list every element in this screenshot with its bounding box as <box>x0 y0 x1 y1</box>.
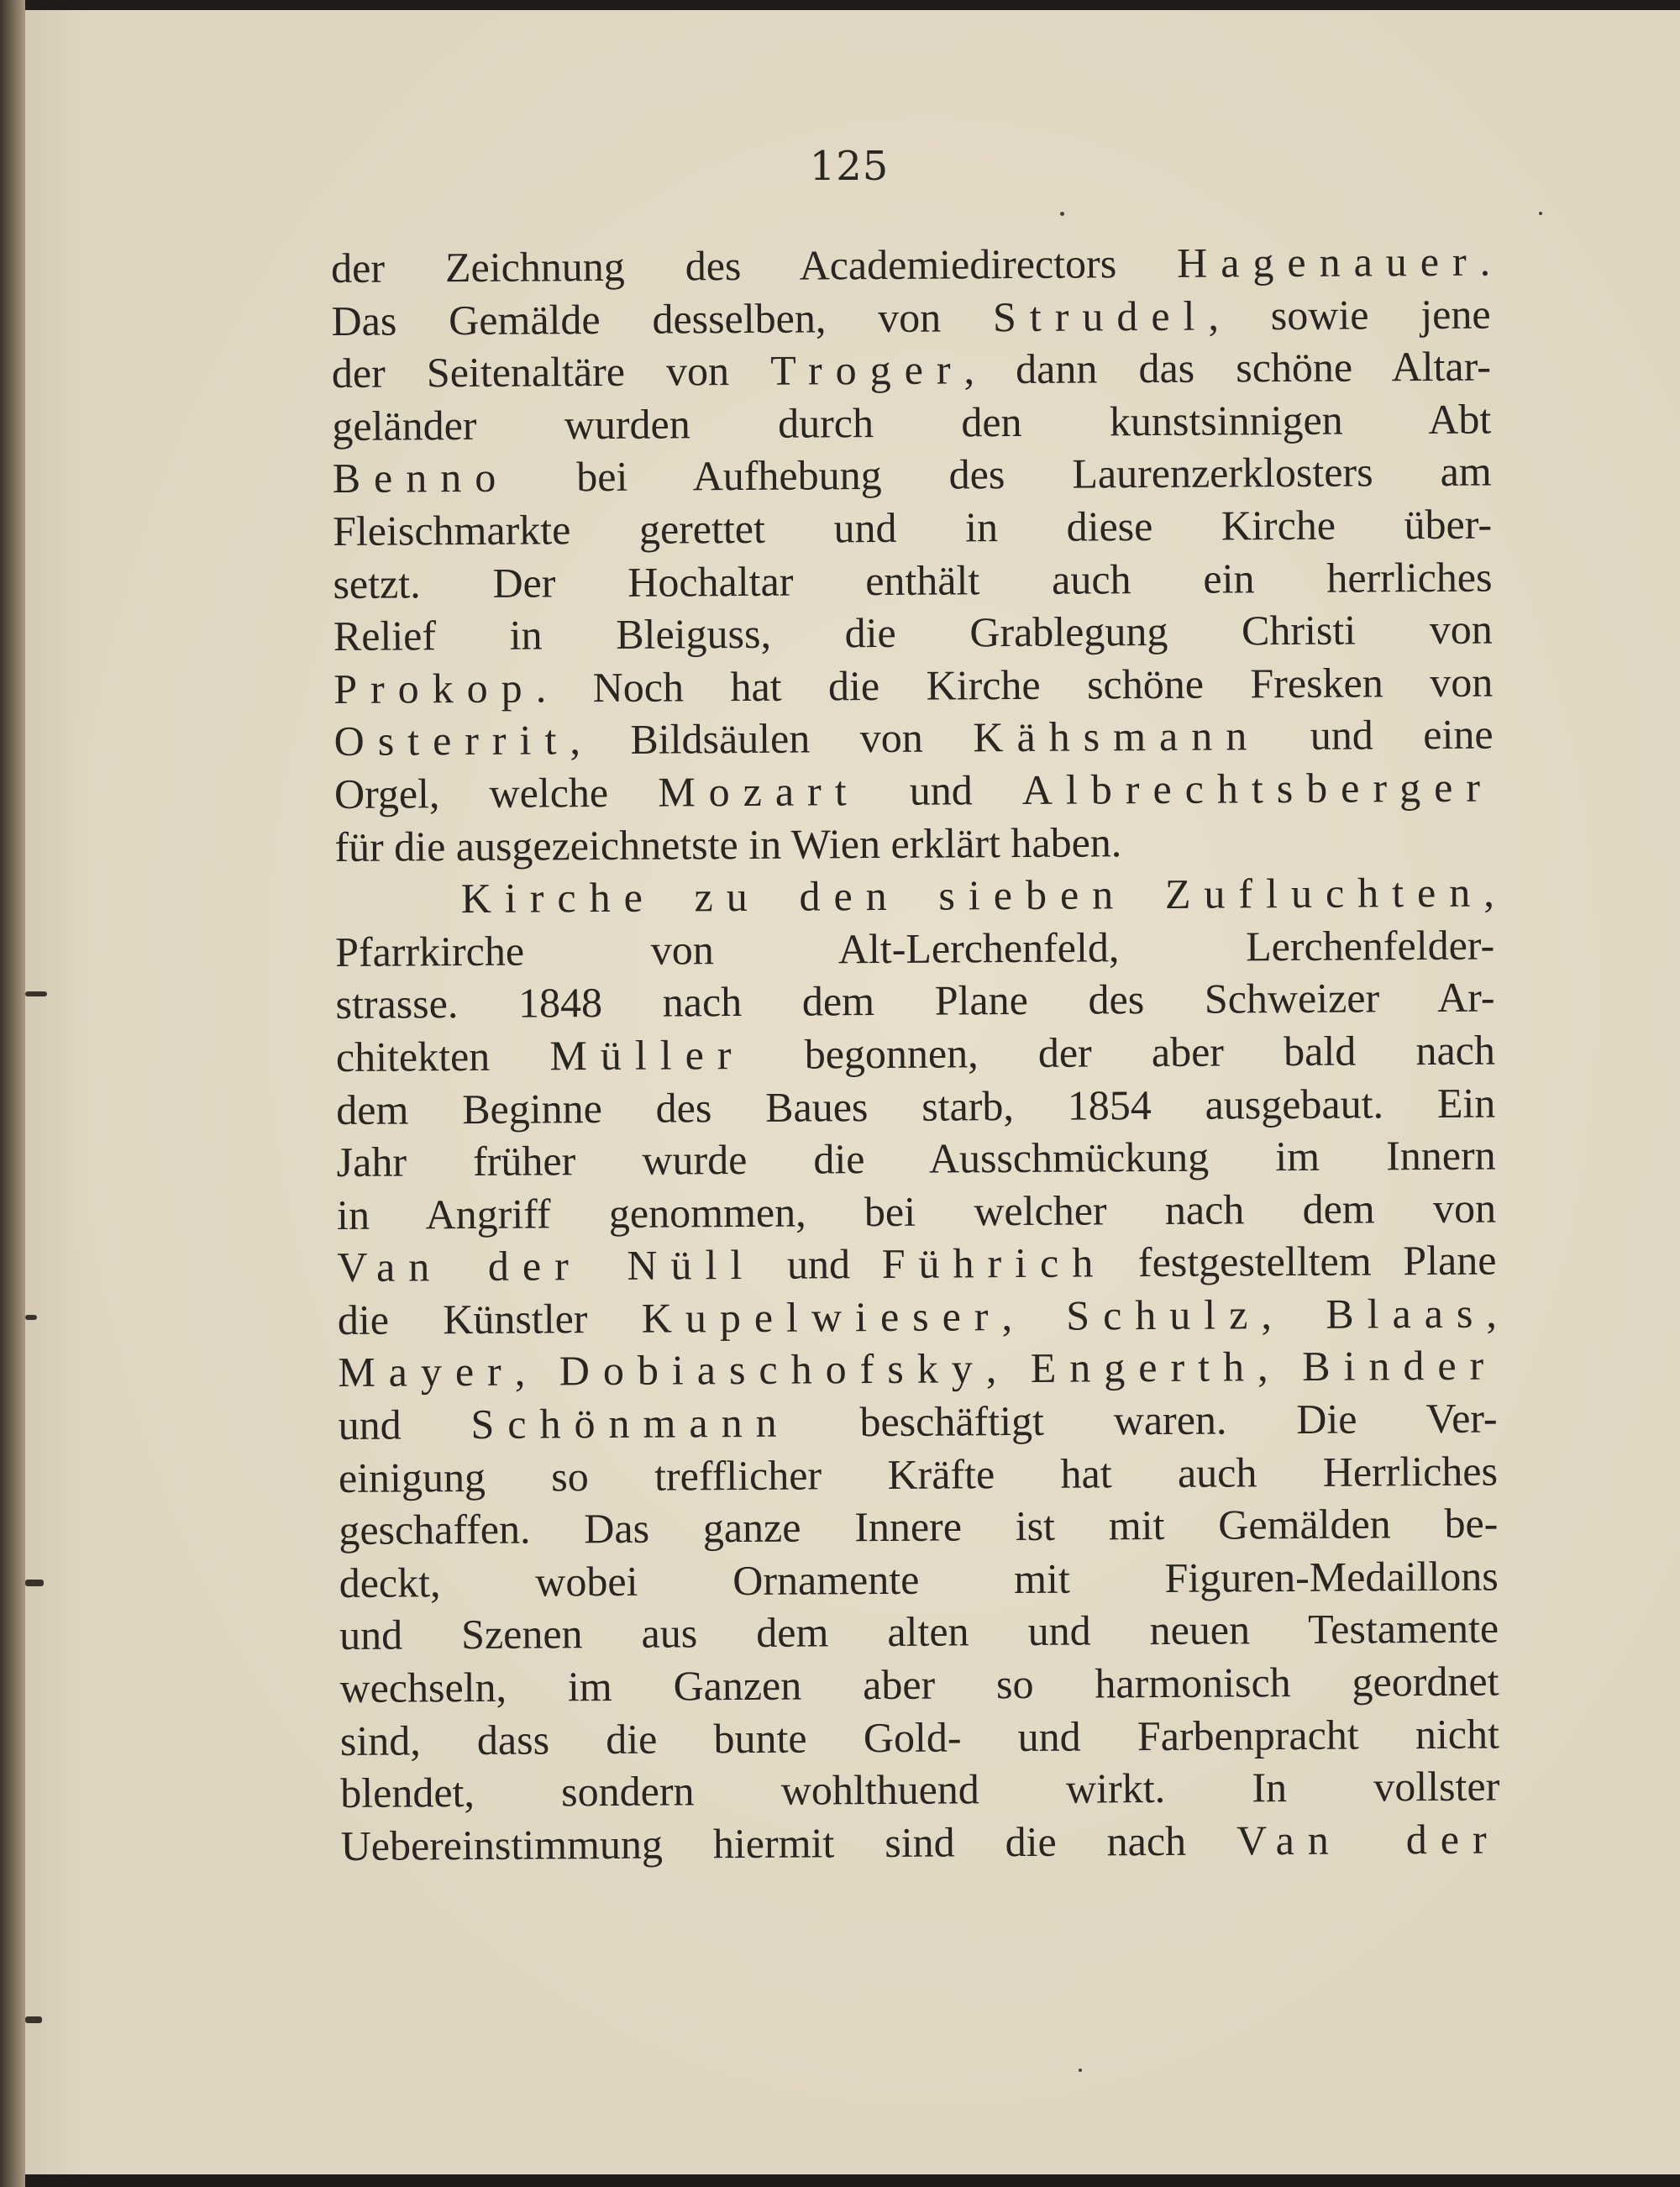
text-line <box>333 603 1493 663</box>
text-line <box>335 866 1494 926</box>
text-run: Jahr früher wurde die Ausschmückung im Innern <box>336 1131 1496 1186</box>
spaced-name: Hagenauer <box>1176 237 1480 287</box>
spaced-name: Binder <box>1301 1342 1498 1391</box>
text-run: Fleischmarkte gerettet und in diese Kirche über- <box>332 500 1493 555</box>
text-run: , dann das schöne Altar- <box>963 342 1492 393</box>
text-line <box>333 445 1492 505</box>
text-run: deckt, wobei Ornamente mit Figuren-Medaillons <box>339 1552 1499 1606</box>
text-run: beschäftigt waren. Die Ver- <box>790 1394 1498 1446</box>
spaced-name: Müller <box>549 1030 745 1080</box>
spaced-name: Dobiaschofsky <box>559 1344 986 1395</box>
text-line <box>339 1602 1499 1662</box>
text-run: Uebereinstimmung hiermit sind die nach <box>340 1816 1237 1869</box>
text-line <box>338 1339 1497 1399</box>
text-line <box>333 708 1493 768</box>
text-line <box>331 287 1490 347</box>
spaced-name: Kupelwieser <box>641 1292 1002 1342</box>
text-run: und <box>755 1240 882 1289</box>
text-line <box>340 1760 1499 1820</box>
text-line <box>339 1655 1499 1715</box>
text-run: Das Gemälde desselben, von <box>331 292 994 344</box>
text-line <box>338 1286 1497 1346</box>
text-run: Orgel, welche <box>333 768 659 817</box>
text-run: , <box>985 1344 1031 1392</box>
spaced-name: Van der <box>1236 1815 1500 1864</box>
spaced-name: Blaas <box>1326 1289 1487 1338</box>
text-line <box>334 813 1494 873</box>
spaced-name: Van der Nüll <box>337 1241 756 1291</box>
text-run: für die ausgezeichnetste in Wien erklärt haben. <box>334 817 1122 870</box>
spaced-name: Schulz <box>1066 1291 1262 1339</box>
text-line <box>333 655 1493 715</box>
text-run: einigung so trefflicher Kräfte hat auch Herrliches <box>338 1447 1499 1501</box>
binding-thread <box>25 991 47 996</box>
spaced-name: Osterrit <box>333 716 570 765</box>
book-gutter <box>0 0 25 2187</box>
text-line <box>332 340 1491 400</box>
text-run: und eine <box>1260 710 1494 760</box>
spaced-name: Führich <box>881 1238 1107 1288</box>
text-line <box>333 498 1492 558</box>
text-run: blendet, sondern wohlthuend wirkt. In vollster <box>340 1762 1500 1817</box>
text-run: , <box>1483 868 1494 916</box>
text-run: der Zeichnung des Academiedirectors <box>331 239 1178 292</box>
text-line <box>333 550 1492 610</box>
text-line <box>340 1707 1499 1767</box>
ink-speck <box>1060 212 1064 216</box>
ink-speck <box>1539 212 1542 215</box>
text-run: strasse. 1848 nach dem Plane des Schweizer Ar- <box>335 973 1495 1028</box>
spaced-name: Prokop <box>333 664 536 712</box>
text-run: , <box>1261 1290 1326 1338</box>
text-run: . Noch hat die Kirche schöne Fresken von <box>535 658 1494 712</box>
text-line <box>336 1076 1495 1136</box>
text-line <box>332 392 1491 452</box>
text-line <box>331 235 1490 295</box>
spaced-name: Strudel <box>992 292 1209 340</box>
text-line <box>339 1497 1498 1557</box>
text-run: Pfarrkirche von Alt-Lerchenfeld, Lerchenfelder- <box>334 921 1495 975</box>
text-line <box>337 1234 1496 1294</box>
ink-speck <box>1079 2069 1082 2072</box>
text-run: . <box>1479 237 1491 285</box>
text-line <box>334 760 1494 820</box>
text-run: und <box>859 765 1022 815</box>
text-line <box>337 1181 1496 1241</box>
binding-thread <box>25 1315 37 1320</box>
text-run: , <box>1486 1289 1497 1337</box>
spaced-name: Kähsmann <box>973 712 1261 761</box>
text-run: , Bildsäulen von <box>570 713 974 764</box>
text-run: festgestelltem Plane <box>1106 1236 1497 1286</box>
text-line <box>335 918 1494 978</box>
text-run: Relief in Bleiguss, die Grablegung Christi von <box>333 605 1494 660</box>
text-run: geschaffen. Das ganze Innere ist mit Gemälden be- <box>339 1499 1499 1554</box>
body-text <box>331 235 1500 1873</box>
text-line <box>336 1023 1495 1083</box>
text-line <box>339 1549 1499 1609</box>
text-run: bei Aufhebung des Laurenzerklosters am <box>509 447 1492 502</box>
text-line <box>338 1392 1497 1452</box>
spaced-name: Engerth <box>1030 1343 1258 1392</box>
text-run: in Angriff genommen, bei welcher nach dem von <box>336 1184 1497 1238</box>
text-run: die Künstler <box>337 1294 642 1343</box>
text-run: und Szenen aus dem alten und neuen Testamente <box>339 1604 1499 1659</box>
text-run: sind, dass die bunte Gold- und Farbenpracht nicht <box>339 1710 1500 1764</box>
text-run: chitekten <box>335 1032 550 1080</box>
text-run: , sowie jene <box>1208 290 1491 339</box>
text-line <box>337 1129 1496 1189</box>
spaced-name: Troger <box>770 345 964 394</box>
text-run: geländer wurden durch den kunstsinnigen Abt <box>332 395 1492 449</box>
binding-thread <box>25 1580 44 1586</box>
text-run: setzt. Der Hochaltar enthält auch ein herrliches <box>333 553 1493 607</box>
text-run: und <box>338 1401 471 1449</box>
text-line <box>339 1444 1498 1504</box>
text-run: wechseln, im Ganzen aber so harmonisch geordnet <box>339 1657 1499 1711</box>
text-line <box>335 971 1494 1031</box>
spaced-name: Mozart <box>658 767 860 816</box>
text-run: der Seitenaltäre von <box>331 346 771 397</box>
spaced-name: Albrechtsberger <box>1021 763 1494 813</box>
spaced-name: Mayer <box>338 1348 515 1396</box>
page-number: 125 <box>809 143 890 190</box>
text-run: begonnen, der aber bald nach <box>744 1026 1496 1078</box>
text-line <box>340 1812 1499 1872</box>
binding-thread <box>25 2016 42 2023</box>
text-run: , <box>514 1347 559 1396</box>
spaced-name: Benno <box>332 454 510 502</box>
text-run: , <box>1257 1343 1303 1391</box>
page-paper <box>18 10 1680 2174</box>
text-run: dem Beginne des Baues starb, 1854 ausgebaut. Ein <box>336 1079 1496 1133</box>
text-run: , <box>1001 1291 1067 1340</box>
spaced-name: Schönmann <box>470 1398 790 1448</box>
spaced-name: Kirche zu den sieben Zufluchten <box>460 868 1484 923</box>
